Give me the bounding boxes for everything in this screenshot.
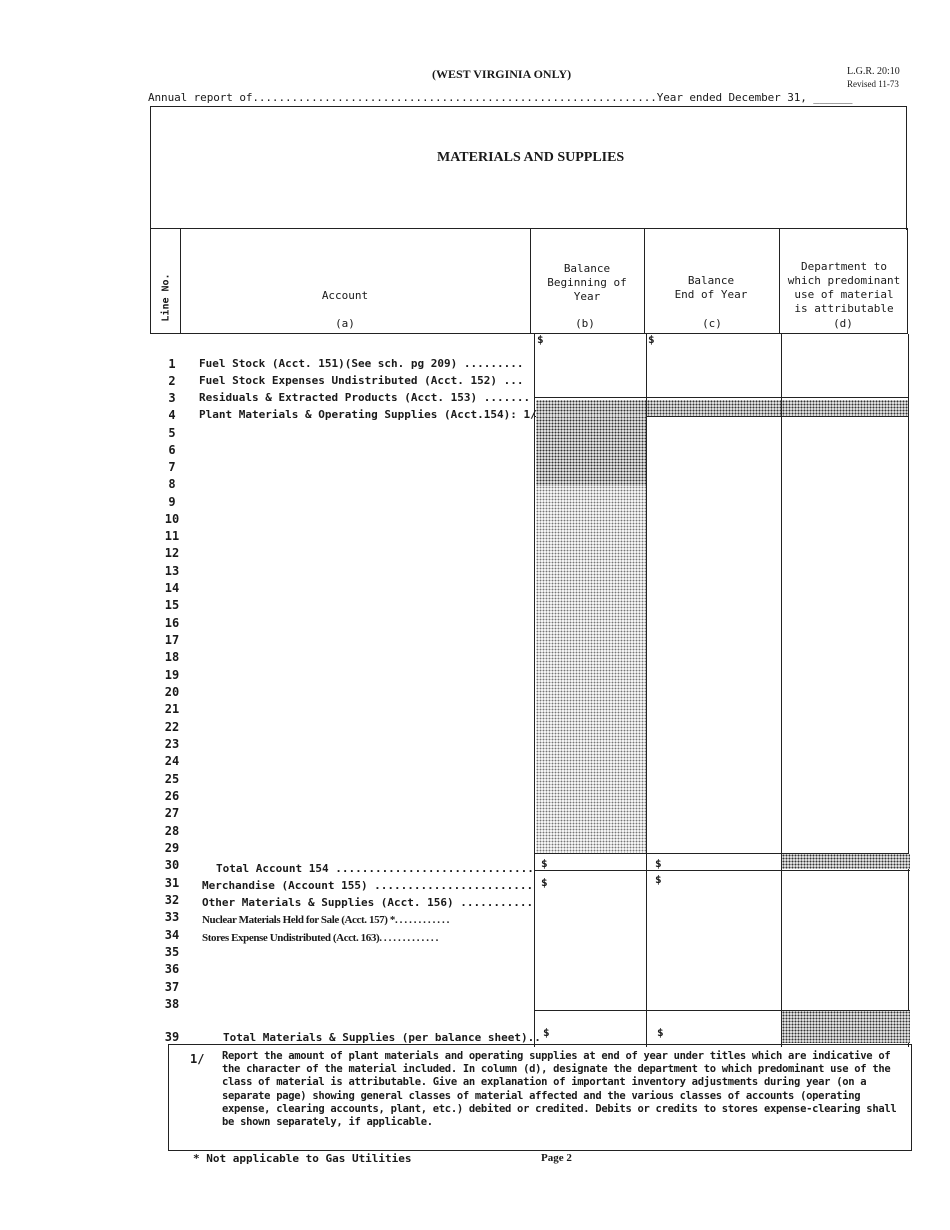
line-number: 30	[164, 858, 180, 872]
line-number: 15	[164, 598, 180, 612]
dollar-c-top: $	[648, 333, 655, 346]
line-number: 32	[164, 893, 180, 907]
line-number: 11	[164, 529, 180, 543]
rule-after-total154	[534, 870, 910, 871]
rule-after-line3	[534, 397, 908, 398]
footnote-marker: 1/	[190, 1052, 205, 1066]
line-no-header: Line No.	[160, 273, 172, 322]
col-b-letter: (b)	[575, 317, 595, 330]
line-number: 35	[164, 945, 180, 959]
line-number: 17	[164, 633, 180, 647]
dollar-b-line31: $	[541, 876, 548, 889]
header-top-rule	[150, 228, 908, 229]
col-b-left-rule	[534, 334, 535, 1047]
line-number: 34	[164, 928, 180, 942]
annual-report-line: Annual report of..............................................................Year ended December 31, ______	[148, 91, 853, 104]
line-number: 9	[168, 495, 176, 509]
account-other-materials: Other Materials & Supplies (Acct. 156) ...........	[202, 896, 534, 909]
rule-footnote-bottom	[168, 1150, 912, 1151]
shade-line4-c	[647, 400, 781, 416]
shade-total-materials-d	[782, 1011, 910, 1043]
account-stores-expense: Stores Expense Undistributed (Acct. 163). . . . . . . . . . . . .	[202, 932, 438, 944]
dollar-b-line30: $	[541, 857, 548, 870]
account-letter: (a)	[335, 317, 355, 330]
line-number: 37	[164, 980, 180, 994]
line-number: 23	[164, 737, 180, 751]
state-label: (WEST VIRGINIA ONLY)	[432, 67, 572, 81]
page-title: MATERIALS AND SUPPLIES	[437, 150, 625, 165]
line-number: 26	[164, 789, 180, 803]
account-residuals: Residuals & Extracted Products (Acct. 153) .......	[199, 391, 531, 404]
account-heading: Account	[321, 289, 369, 302]
col-c-letter: (c)	[702, 317, 722, 330]
col-d-left-rule	[781, 334, 782, 1047]
left-border-header	[150, 228, 151, 333]
line-number: 33	[164, 910, 180, 924]
col-c-divider-header	[644, 228, 645, 333]
account-nuclear-materials: Nuclear Materials Held for Sale (Acct. 157) *. . . . . . . . . . . .	[202, 914, 450, 926]
right-body-rule	[908, 334, 909, 1047]
line-number: 20	[164, 685, 180, 699]
account-merchandise: Merchandise (Account 155) ........................	[202, 879, 534, 892]
title-box-right	[906, 106, 907, 230]
line-number: 6	[168, 443, 176, 457]
line-number: 22	[164, 720, 180, 734]
line-number: 12	[164, 546, 180, 560]
account-fuel-stock: Fuel Stock (Acct. 151)(See sch. pg 209) .........	[199, 357, 524, 370]
right-border-header	[907, 228, 908, 333]
line-number: 39	[164, 1030, 180, 1044]
line-number: 16	[164, 616, 180, 630]
dollar-c-line31: $	[655, 873, 662, 886]
line-number: 21	[164, 702, 180, 716]
line-number: 31	[164, 876, 180, 890]
line-number: 27	[164, 806, 180, 820]
col-c-heading: Balance End of Year	[674, 274, 748, 301]
col-d-divider-header	[779, 228, 780, 333]
line-number: 5	[168, 426, 176, 440]
line-number: 14	[164, 581, 180, 595]
col-c-left-rule	[646, 334, 647, 1047]
rule-before-footnote	[168, 1044, 912, 1045]
line-number: 18	[164, 650, 180, 664]
account-total-materials: Total Materials & Supplies (per balance sheet)..	[223, 1031, 541, 1044]
line-number: 25	[164, 772, 180, 786]
account-total-154: Total Account 154 ..............................	[216, 862, 534, 875]
dollar-b-top: $	[537, 333, 544, 346]
line-number: 10	[164, 512, 180, 526]
footnote-text: Report the amount of plant materials and operating supplies at end of year under titles which are indicative of the character of the material included. In column (d), designate the department to which predominant use of the class of material is attributable. Give an explanation of important inventory adjustments during year (on a separate page) showing general classes of material affected and the various classes of accounts (operating expense, clearing accounts, plant, etc.) debited or credited. Debits or credits to stores expense-clearing shall be shown separately, if applicable.	[222, 1050, 897, 1129]
line-number: 38	[164, 997, 180, 1011]
gas-utilities-note: * Not applicable to Gas Utilities	[193, 1152, 412, 1165]
col-d-letter: (d)	[833, 317, 853, 330]
footnote-right-rule	[911, 1044, 912, 1151]
line-number: 36	[164, 962, 180, 976]
line-number: 19	[164, 668, 180, 682]
form-id: L.G.R. 20:10	[847, 66, 900, 77]
line-number: 4	[168, 408, 176, 422]
dollar-b-line39: $	[543, 1026, 550, 1039]
line-number: 2	[168, 374, 176, 388]
line-number: 24	[164, 754, 180, 768]
account-plant-materials: Plant Materials & Operating Supplies (Acct.154): 1/	[199, 408, 537, 421]
title-box-left	[150, 106, 151, 230]
footnote-left-rule	[168, 1044, 169, 1151]
title-box-top	[150, 106, 907, 107]
line-number: 1	[168, 357, 176, 371]
lineno-divider-header	[180, 228, 181, 333]
page-number: Page 2	[541, 1152, 572, 1164]
dollar-c-line39: $	[657, 1026, 664, 1039]
shade-col-b-dark	[536, 416, 646, 486]
shade-col-b-light	[536, 486, 646, 853]
line-number: 7	[168, 460, 176, 474]
line-number: 29	[164, 841, 180, 855]
col-b-heading: Balance Beginning of Year	[547, 262, 627, 303]
dollar-c-line30: $	[655, 857, 662, 870]
shade-total154-d	[782, 854, 910, 869]
revised-date: Revised 11-73	[847, 79, 899, 89]
header-bottom-rule	[150, 333, 908, 334]
shade-line4-b	[536, 400, 646, 416]
line-number: 28	[164, 824, 180, 838]
shade-line4-d	[782, 400, 908, 416]
line-number: 8	[168, 477, 176, 491]
line-number: 3	[168, 391, 176, 405]
col-d-heading: Department to which predominant use of material is attributable	[787, 260, 901, 315]
col-b-divider-header	[530, 228, 531, 333]
line-number: 13	[164, 564, 180, 578]
account-fuel-stock-expenses: Fuel Stock Expenses Undistributed (Acct. 152) ...	[199, 374, 524, 387]
